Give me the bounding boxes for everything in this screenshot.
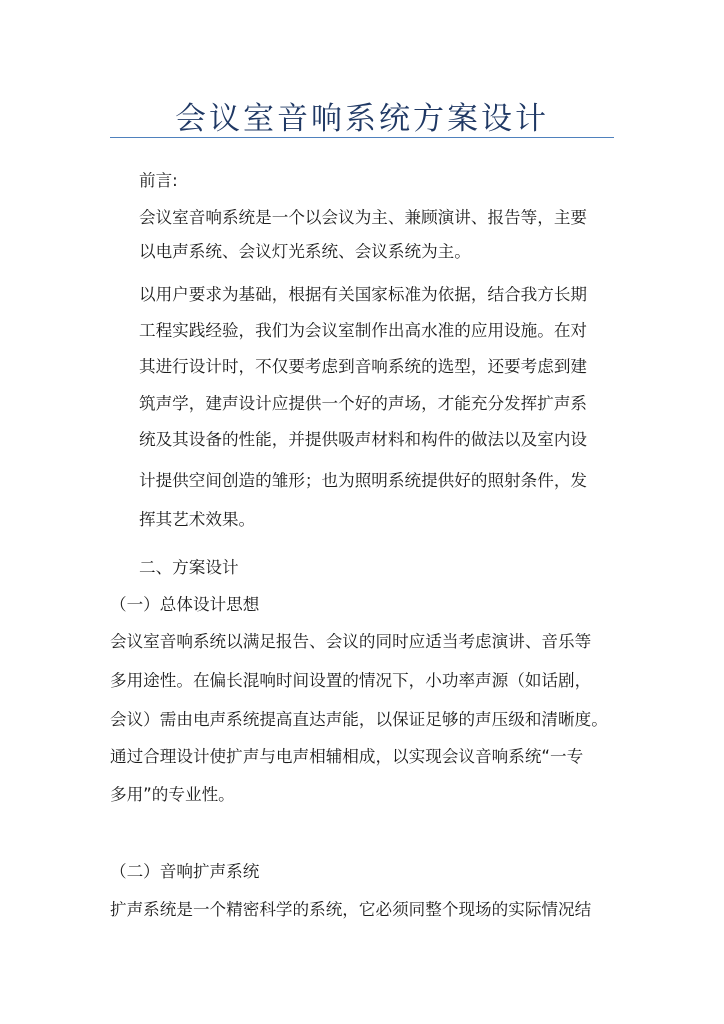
paragraph-line: 多用途性。在偏长混响时间设置的情况下，小功率声源（如话剧， — [110, 671, 592, 690]
paragraph-line: 扩声系统是一个精密科学的系统，它必须同整个现场的实际情况结 — [110, 900, 592, 919]
subsection-heading: （二）音响扩声系统 — [110, 862, 260, 881]
paragraph-line: 通过合理设计使扩声与电声相辅相成，以实现会议音响系统“一专 — [110, 747, 584, 766]
paragraph-line: 多用”的专业性。 — [110, 785, 235, 804]
section-heading: 二、方案设计 — [139, 558, 239, 577]
preface-heading: 前言: — [139, 171, 178, 190]
paragraph-line: 以电声系统、会议灯光系统、会议系统为主。 — [139, 242, 471, 261]
paragraph-line: 会议室音响系统是一个以会议为主、兼顾演讲、报告等，主要 — [139, 208, 588, 227]
paragraph-line: 会议）需由电声系统提高直达声能，以保证足够的声压级和清晰度。 — [110, 710, 608, 729]
paragraph-line: 工程实践经验，我们为会议室制作出高水准的应用设施。在对 — [139, 321, 588, 340]
subsection-heading: （一）总体设计思想 — [110, 595, 260, 614]
title-underline — [110, 137, 614, 138]
paragraph-line: 会议室音响系统以满足报告、会议的同时应适当考虑演讲、音乐等 — [110, 632, 592, 651]
paragraph-line: 筑声学，建声设计应提供一个好的声场，才能充分发挥扩声系 — [139, 394, 588, 413]
paragraph-line: 计提供空间创造的雏形；也为照明系统提供好的照射条件，发 — [139, 471, 588, 490]
paragraph-line: 其进行设计时，不仅要考虑到音响系统的选型，还要考虑到建 — [139, 357, 588, 376]
paragraph-line: 以用户要求为基础，根据有关国家标准为依据，结合我方长期 — [139, 285, 588, 304]
document-title: 会议室音响系统方案设计 — [175, 101, 549, 137]
paragraph-line: 挥其艺术效果。 — [139, 510, 256, 529]
paragraph-line: 统及其设备的性能，并提供吸声材料和构件的做法以及室内设 — [139, 430, 588, 449]
